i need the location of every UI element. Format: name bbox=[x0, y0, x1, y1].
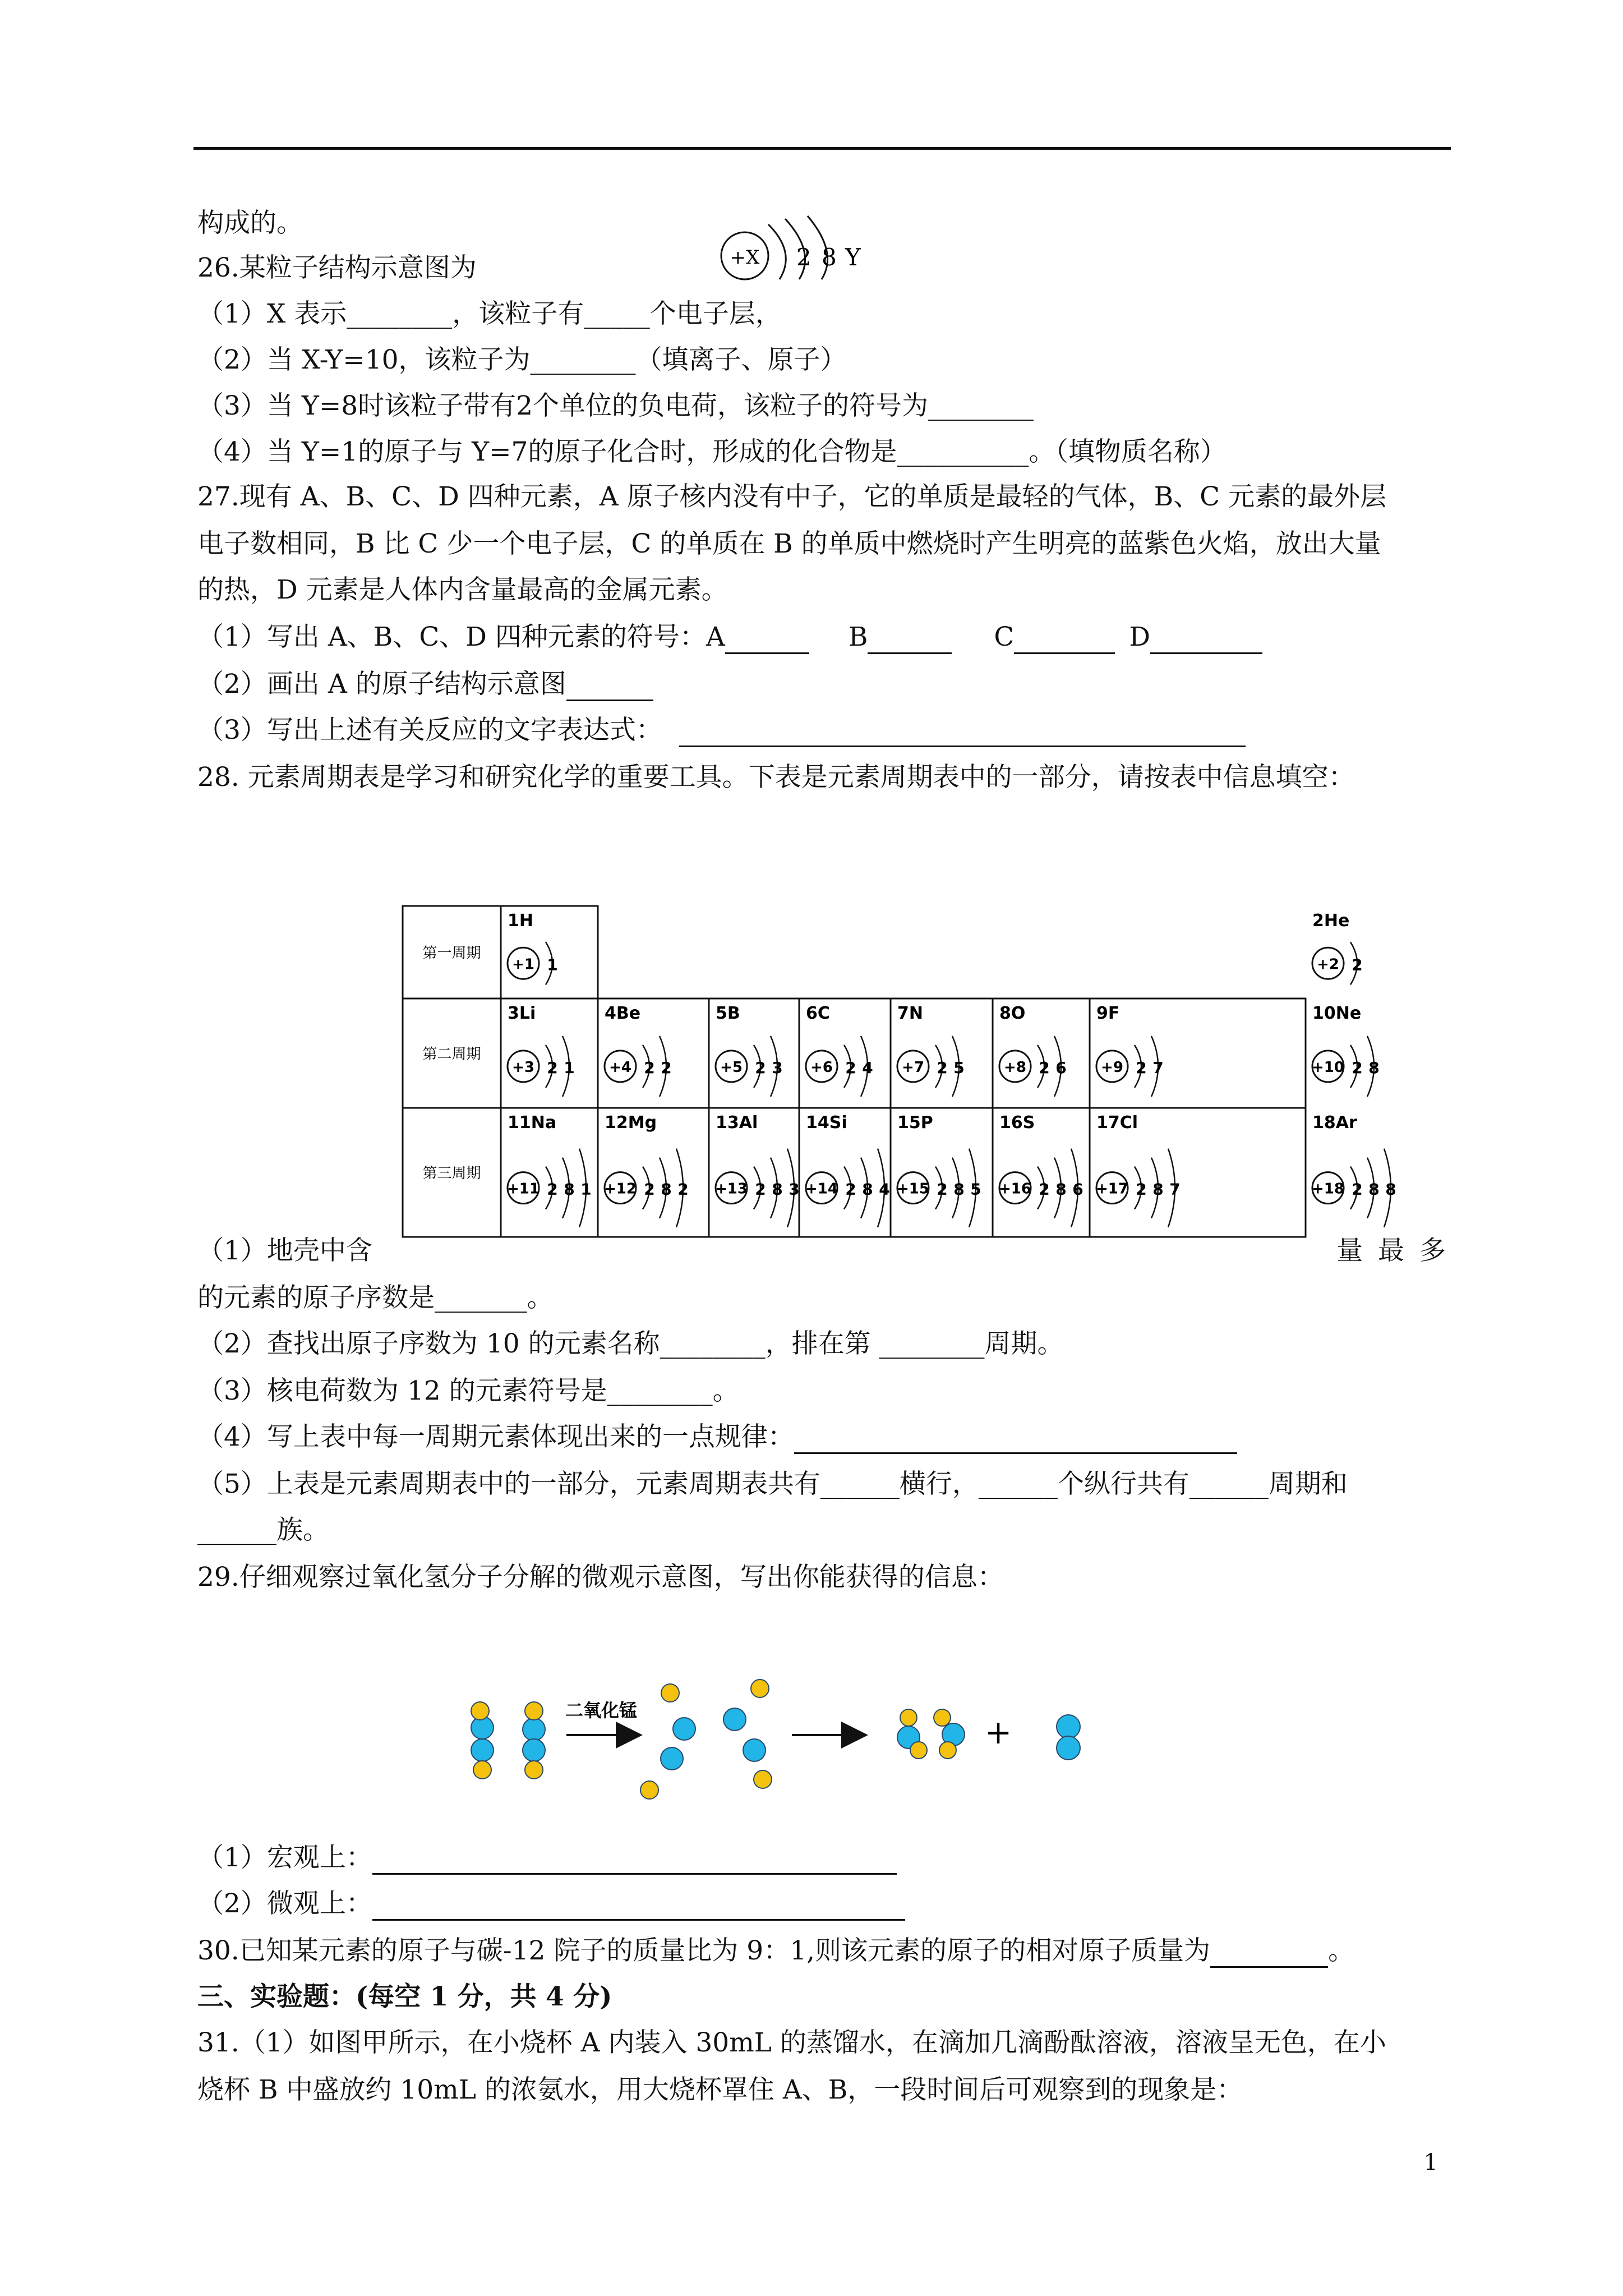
electron-count: 8 bbox=[1368, 1058, 1380, 1077]
question-27-line2: 电子数相同，B 比 C 少一个电子层，C 的单质在 B 的单质中燃烧时产生明亮的蓝紫色火焰，放出大量 bbox=[197, 528, 1381, 559]
electron-count: 3 bbox=[789, 1180, 800, 1199]
element-symbol: 5B bbox=[716, 1004, 740, 1023]
electron-count: 8 bbox=[661, 1180, 672, 1199]
q27-1-d-label: D bbox=[1129, 622, 1151, 652]
shell-2-label: 8 bbox=[822, 243, 837, 271]
nuclear-charge: +8 bbox=[1004, 1059, 1026, 1076]
element-cell bbox=[598, 1108, 709, 1237]
nuclear-charge: +14 bbox=[805, 1180, 838, 1198]
electron-count: 7 bbox=[1152, 1058, 1164, 1077]
question-28-1-start: （1）地壳中含 bbox=[197, 1235, 372, 1266]
answer-blank-diagram[interactable] bbox=[566, 675, 653, 701]
electron-count: 2 bbox=[1136, 1180, 1147, 1199]
oxygen-atom bbox=[1057, 1715, 1080, 1738]
nuclear-charge: +1 bbox=[512, 956, 534, 973]
nucleus-label: +X bbox=[730, 246, 760, 269]
question-28-3: （3）核电荷数为 12 的元素符号是________。 bbox=[197, 1375, 739, 1406]
hydrogen-atom bbox=[471, 1702, 489, 1720]
element-symbol: 6C bbox=[806, 1004, 830, 1023]
electron-count: 2 bbox=[547, 1180, 558, 1199]
question-27-1 bbox=[197, 620, 1262, 654]
element-symbol: 9F bbox=[1096, 1004, 1120, 1023]
electron-count: 1 bbox=[547, 955, 558, 974]
question-31-line1: 31.（1）如图甲所示，在小烧杯 A 内装入 30mL 的蒸馏水，在滴加几滴酚酞溶液，溶液呈无色，在小 bbox=[197, 2027, 1386, 2058]
q29-2-text: （2）微观上： bbox=[197, 1888, 372, 1919]
element-symbol: 8O bbox=[999, 1004, 1026, 1023]
question-27-3 bbox=[197, 714, 1246, 747]
element-symbol: 7N bbox=[897, 1004, 923, 1023]
nuclear-charge: +9 bbox=[1101, 1059, 1123, 1076]
element-symbol: 14Si bbox=[806, 1113, 847, 1133]
element-cell bbox=[1090, 1108, 1306, 1237]
question-26-3: （3）当 Y=8时该粒子带有2个单位的负电荷，该粒子的符号为________ bbox=[197, 390, 1034, 421]
nuclear-charge: +17 bbox=[1096, 1180, 1128, 1198]
element-cell bbox=[501, 999, 598, 1108]
hydrogen-atom bbox=[900, 1709, 917, 1726]
electron-count: 8 bbox=[772, 1180, 783, 1199]
nuclear-charge: +18 bbox=[1312, 1180, 1344, 1198]
element-symbol: 2He bbox=[1312, 911, 1350, 931]
electron-count: 7 bbox=[1169, 1180, 1181, 1199]
element-symbol: 10Ne bbox=[1312, 1004, 1362, 1023]
element-cell bbox=[799, 999, 891, 1108]
hydrogen-peroxide-molecule bbox=[471, 1702, 494, 1779]
electron-count: 8 bbox=[1152, 1180, 1164, 1199]
electron-count: 2 bbox=[937, 1058, 948, 1077]
question-26-1: （1）X 表示________，该粒子有_____个电子层， bbox=[197, 298, 782, 329]
answer-blank-d[interactable] bbox=[1150, 628, 1262, 654]
answer-blank-mass[interactable] bbox=[1210, 1941, 1328, 1968]
electron-count: 4 bbox=[862, 1058, 873, 1077]
q27-2-text: （2）画出 A 的原子结构示意图 bbox=[197, 669, 566, 700]
section-3-heading: 三、实验题：(每空 1 分，共 4 分) bbox=[197, 1981, 612, 2012]
answer-blank-macro[interactable] bbox=[372, 1848, 897, 1875]
catalyst-label: 二氧化锰 bbox=[565, 1700, 638, 1721]
electron-count: 2 bbox=[547, 1058, 558, 1077]
q28-4-text: （4）写上表中每一周期元素体现出来的一点规律： bbox=[197, 1421, 794, 1452]
electron-count: 8 bbox=[862, 1180, 873, 1199]
hydrogen-atom bbox=[661, 1684, 679, 1702]
nuclear-charge: +13 bbox=[715, 1180, 748, 1198]
hydrogen-atom bbox=[473, 1761, 491, 1779]
oxygen-atom bbox=[523, 1718, 545, 1741]
electron-count: 2 bbox=[644, 1058, 655, 1077]
reaction-diagram bbox=[460, 1660, 1105, 1812]
electron-count: 2 bbox=[755, 1180, 766, 1199]
electron-count: 1 bbox=[580, 1180, 592, 1199]
question-29-1 bbox=[197, 1841, 897, 1875]
q29-1-text: （1）宏观上： bbox=[197, 1842, 372, 1873]
electron-count: 2 bbox=[1352, 1058, 1363, 1077]
element-cell bbox=[501, 1108, 598, 1237]
period-label: 第二周期 bbox=[422, 1046, 481, 1063]
answer-blank-micro[interactable] bbox=[372, 1894, 905, 1921]
question-29: 29.仔细观察过氧化氢分子分解的微观示意图，写出你能获得的信息： bbox=[197, 1562, 1004, 1593]
electron-count: 8 bbox=[564, 1180, 575, 1199]
question-31-line2: 烧杯 B 中盛放约 10mL 的浓氨水，用大烧杯罩住 A、B，一段时间后可观察到的现象是： bbox=[197, 2074, 1243, 2105]
element-cell bbox=[1090, 999, 1306, 1108]
element-cell bbox=[993, 1108, 1090, 1237]
element-symbol: 13Al bbox=[716, 1113, 758, 1133]
electron-count: 2 bbox=[755, 1058, 766, 1077]
nuclear-charge: +10 bbox=[1312, 1059, 1344, 1076]
q27-3-text: （3）写出上述有关反应的文字表达式： bbox=[197, 715, 662, 746]
nuclear-charge: +16 bbox=[999, 1180, 1031, 1198]
nuclear-charge: +6 bbox=[810, 1059, 833, 1076]
water-molecule bbox=[897, 1709, 927, 1759]
period-label: 第一周期 bbox=[422, 945, 481, 962]
oxygen-atom bbox=[661, 1747, 683, 1770]
electron-count: 8 bbox=[1368, 1180, 1380, 1199]
question-28: 28. 元素周期表是学习和研究化学的重要工具。下表是元素周期表中的一部分，请按表中信息填空： bbox=[197, 762, 1355, 793]
nuclear-charge: +12 bbox=[604, 1180, 637, 1198]
oxygen-atom bbox=[523, 1739, 545, 1761]
element-cell bbox=[993, 999, 1090, 1108]
electron-count: 2 bbox=[1352, 1180, 1363, 1199]
question-29-2 bbox=[197, 1887, 905, 1921]
element-cell bbox=[1312, 1004, 1380, 1097]
question-28-2: （2）查找出原子序数为 10 的元素名称________，排在第 ________周期。 bbox=[197, 1328, 1064, 1359]
electron-count: 2 bbox=[1136, 1058, 1147, 1077]
electron-count: 2 bbox=[1352, 955, 1363, 974]
element-cell bbox=[799, 1108, 891, 1237]
answer-blank-c[interactable] bbox=[1014, 628, 1115, 654]
question-28-1-cont: 的元素的原子序数是_______。 bbox=[197, 1282, 554, 1313]
element-cell bbox=[1312, 911, 1363, 984]
electron-count: 2 bbox=[1039, 1180, 1050, 1199]
period-label: 第三周期 bbox=[422, 1165, 481, 1182]
hydrogen-atom bbox=[910, 1742, 927, 1759]
header-rule bbox=[193, 147, 1451, 150]
q30-text: 30.已知某元素的原子与碳-12 院子的质量比为 9：1,则该元素的原子的相对原子质量为 bbox=[197, 1935, 1211, 1966]
q27-1-c-label: C bbox=[994, 622, 1015, 652]
nuclear-charge: +5 bbox=[720, 1059, 743, 1076]
question-28-5-cont: ______族。 bbox=[197, 1515, 329, 1545]
oxygen-atom bbox=[723, 1708, 746, 1731]
q27-1-b-label: B bbox=[848, 622, 868, 652]
hydrogen-atom bbox=[754, 1770, 772, 1788]
electron-count: 8 bbox=[953, 1180, 965, 1199]
shell-1-label: 2 bbox=[796, 243, 811, 271]
question-27-line1: 27.现有 A、B、C、D 四种元素，A 原子核内没有中子，它的单质是最轻的气体，B、C 元素的最外层 bbox=[197, 481, 1387, 512]
electron-count: 8 bbox=[1385, 1180, 1396, 1199]
q30-end: 。 bbox=[1328, 1935, 1355, 1966]
electron-count: 8 bbox=[1055, 1180, 1067, 1199]
electron-count: 3 bbox=[772, 1058, 783, 1077]
element-symbol: 4Be bbox=[605, 1004, 641, 1023]
plus-sign: + bbox=[984, 1713, 1012, 1751]
q27-1-prefix: （1）写出 A、B、C、D 四种元素的符号：A bbox=[197, 622, 725, 652]
oxygen-atom bbox=[471, 1739, 494, 1761]
electron-count: 1 bbox=[564, 1058, 575, 1077]
electron-count: 2 bbox=[845, 1180, 856, 1199]
element-symbol: 1H bbox=[508, 911, 533, 931]
electron-count: 5 bbox=[970, 1180, 981, 1199]
electron-count: 5 bbox=[953, 1058, 965, 1077]
electron-count: 2 bbox=[1039, 1058, 1050, 1077]
question-28-5: （5）上表是元素周期表中的一部分，元素周期表共有______横行，______个纵行共有______周期和 bbox=[197, 1469, 1348, 1499]
question-26-2: （2）当 X-Y=10，该粒子为________（填离子、原子） bbox=[197, 344, 847, 375]
hydrogen-atom bbox=[939, 1742, 956, 1759]
electron-count: 2 bbox=[677, 1180, 689, 1199]
nuclear-charge: +3 bbox=[512, 1059, 534, 1076]
element-cell bbox=[891, 999, 993, 1108]
question-27-line3: 的热，D 元素是人体内含量最高的金属元素。 bbox=[197, 574, 728, 605]
electron-count: 4 bbox=[879, 1180, 890, 1199]
electron-count: 2 bbox=[845, 1058, 856, 1077]
element-symbol: 17Cl bbox=[1096, 1113, 1138, 1133]
element-symbol: 15P bbox=[897, 1113, 933, 1133]
element-symbol: 11Na bbox=[508, 1113, 557, 1133]
element-symbol: 12Mg bbox=[605, 1113, 657, 1133]
element-symbol: 3Li bbox=[508, 1004, 536, 1023]
element-symbol: 18Ar bbox=[1312, 1113, 1357, 1133]
answer-blank-a[interactable] bbox=[725, 628, 809, 654]
hydrogen-atom bbox=[751, 1680, 769, 1697]
nuclear-charge: +7 bbox=[902, 1059, 924, 1076]
page-number: 1 bbox=[1423, 2150, 1438, 2175]
hydrogen-atom bbox=[640, 1781, 658, 1799]
element-cell bbox=[501, 906, 598, 999]
electron-count: 2 bbox=[644, 1180, 655, 1199]
nuclear-charge: +15 bbox=[897, 1180, 929, 1198]
question-28-4 bbox=[197, 1420, 1237, 1454]
nuclear-charge: +11 bbox=[507, 1180, 540, 1198]
nuclear-charge: +2 bbox=[1317, 956, 1339, 973]
hydrogen-atom bbox=[525, 1702, 543, 1720]
text-line: 构成的。 bbox=[197, 208, 303, 238]
question-28-1-end: 量 最 多 bbox=[1336, 1235, 1449, 1266]
element-symbol: 16S bbox=[999, 1113, 1035, 1133]
element-cell bbox=[709, 999, 799, 1108]
element-cell bbox=[709, 1108, 800, 1237]
shell-3-label: Y bbox=[845, 243, 861, 271]
water-molecule bbox=[934, 1709, 965, 1759]
answer-blank-b[interactable] bbox=[868, 628, 952, 654]
oxygen-molecule bbox=[1057, 1715, 1080, 1760]
element-cell bbox=[598, 999, 709, 1108]
question-27-2 bbox=[197, 668, 653, 701]
oxygen-atom bbox=[673, 1718, 695, 1740]
electron-count: 6 bbox=[1055, 1058, 1067, 1077]
question-26: 26.某粒子结构示意图为 bbox=[197, 252, 477, 283]
element-cell bbox=[891, 1108, 993, 1237]
oxygen-atom bbox=[1057, 1736, 1080, 1760]
periodic-table bbox=[403, 906, 1396, 1237]
electron-count: 6 bbox=[1072, 1180, 1083, 1199]
nuclear-charge: +4 bbox=[609, 1059, 631, 1076]
particle-structure-diagram bbox=[718, 202, 886, 286]
electron-count: 2 bbox=[937, 1180, 948, 1199]
hydrogen-peroxide-molecule bbox=[523, 1702, 545, 1779]
electron-count: 2 bbox=[661, 1058, 672, 1077]
question-26-4: （4）当 Y=1的原子与 Y=7的原子化合时，形成的化合物是__________。（填物质名称） bbox=[197, 436, 1227, 467]
question-30 bbox=[197, 1934, 1354, 1968]
oxygen-atom bbox=[743, 1739, 766, 1761]
hydrogen-atom bbox=[934, 1709, 951, 1726]
hydrogen-atom bbox=[525, 1761, 543, 1779]
element-cell bbox=[1312, 1113, 1396, 1227]
answer-blank-rule[interactable] bbox=[794, 1428, 1237, 1454]
separated-atoms bbox=[640, 1680, 772, 1799]
answer-blank-equation[interactable] bbox=[679, 721, 1246, 747]
